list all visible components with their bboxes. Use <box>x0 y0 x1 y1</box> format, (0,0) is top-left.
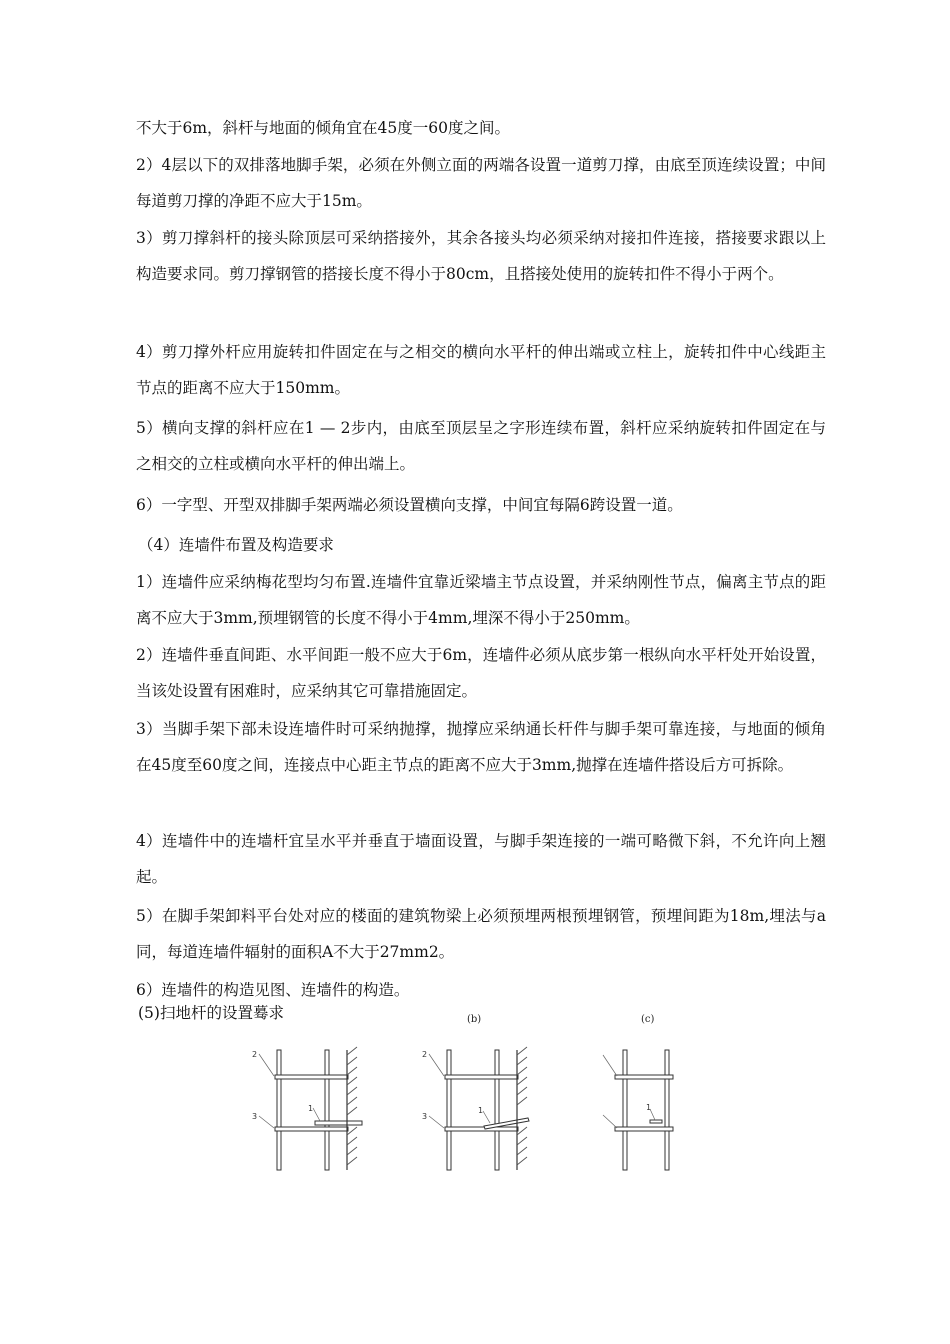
wall-tie-bar <box>315 1121 362 1125</box>
pole-left <box>623 1050 627 1170</box>
pole-left <box>277 1050 281 1170</box>
paragraph-2: 2）4层以下的双排落地脚手架，必须在外侧立面的两端各设置一道剪刀撑，由底至顶连续设置；中间每道剪刀撑的净距不应大于15m。 <box>136 156 826 210</box>
figure-label-c: (c) <box>641 1014 655 1025</box>
wall-hatching <box>347 1047 357 1165</box>
ledger-bottom <box>615 1127 673 1131</box>
figure-label-b: (b) <box>467 1014 482 1025</box>
label-3: 3 <box>422 1112 428 1121</box>
label-1: 1 <box>478 1106 484 1115</box>
paragraph-3: 3）剪刀撑斜杆的接头除顶层可采纳搭接外，其余各接头均必须采纳对接扣件连接，搭接要求跟以上构造要求同。剪刀撑钢管的搭接长度不得小于80cm，且搭接处使用的旋转扣件不得小于两个。 <box>136 229 826 283</box>
paragraph-7: 1）连墙件应采纳梅花型均匀布置.连墙件宜靠近梁墙主节点设置，并采纳刚性节点，偏离主节点的距离不应大于3mm,预埋钢管的长度不得小于4mm,埋深不得小于250mm。 <box>136 573 826 627</box>
label-2: 2 <box>252 1050 258 1059</box>
pole-right <box>495 1050 499 1170</box>
ledger-top <box>615 1075 673 1079</box>
paragraph-1: 不大于6m，斜杆与地面的倾角宜在45度一60度之间。 <box>136 119 511 137</box>
paragraph-12: 6）连墙件的构造见图、连墙件的构造。 <box>136 981 410 999</box>
paragraph-6: 6）一字型、开型双排脚手架两端必须设置横向支撑，中间宜每隔6跨设置一道。 <box>136 496 683 514</box>
pole-left <box>447 1050 451 1170</box>
pole-right <box>325 1050 329 1170</box>
label-1: 1 <box>308 1104 314 1113</box>
wall-hatching <box>517 1047 527 1165</box>
label-2: 2 <box>422 1050 428 1059</box>
section-heading-4: （4）连墙件布置及构造要求 <box>138 536 334 554</box>
wall-tie-diagram-c <box>595 1045 695 1175</box>
paragraph-5: 5）横向支撑的斜杆应在1 — 2步内，由底至顶层呈之字形连续布置，斜杆应采纳旋转扣件固定在与之相交的立柱或横向水平杆的伸出端上。 <box>136 419 826 473</box>
paragraph-10: 4）连墙件中的连墙杆宜呈水平并垂直于墙面设置，与脚手架连接的一端可略微下斜，不允许向上翘起。 <box>136 832 826 886</box>
label-1: 1 <box>646 1103 652 1112</box>
section-heading-5: (5)扫地杆的设置蓦求 <box>138 1004 284 1022</box>
pole-right <box>665 1050 669 1170</box>
ledger-bottom <box>445 1127 518 1131</box>
ledger-top <box>275 1075 348 1079</box>
paragraph-4: 4）剪刀撑外杆应用旋转扣件固定在与之相交的横向水平杆的伸出端或立柱上，旋转扣件中心线距主节点的距离不应大于150mm。 <box>136 343 826 397</box>
ledger-top <box>445 1075 518 1079</box>
paragraph-11: 5）在脚手架卸料平台处对应的楼面的建筑物梁上必须预埋两根预埋钢管，预埋间距为18m,埋法与a同，每道连墙件辐射的面积A不大于27mm2。 <box>136 907 826 961</box>
wall-tie-diagram-a <box>250 1045 380 1175</box>
paragraph-8: 2）连墙件垂直间距、水平间距一般不应大于6m，连墙件必须从底步第一根纵向水平杆处开始设置，当该处设置有困难时，应采纳其它可靠措施固定。 <box>136 646 826 700</box>
wall-tie-diagram-b <box>420 1045 550 1175</box>
label-3: 3 <box>252 1112 258 1121</box>
ledger-bottom <box>275 1127 348 1131</box>
paragraph-9: 3）当脚手架下部未设连墙件时可采纳抛撑，抛撑应采纳通长杆件与脚手架可靠连接，与地面的倾角在45度至60度之间，连接点中心距主节点的距离不应大于3mm,抛撑在连墙件搭设后方可拆除。 <box>136 720 826 774</box>
tie-stub <box>650 1120 662 1123</box>
